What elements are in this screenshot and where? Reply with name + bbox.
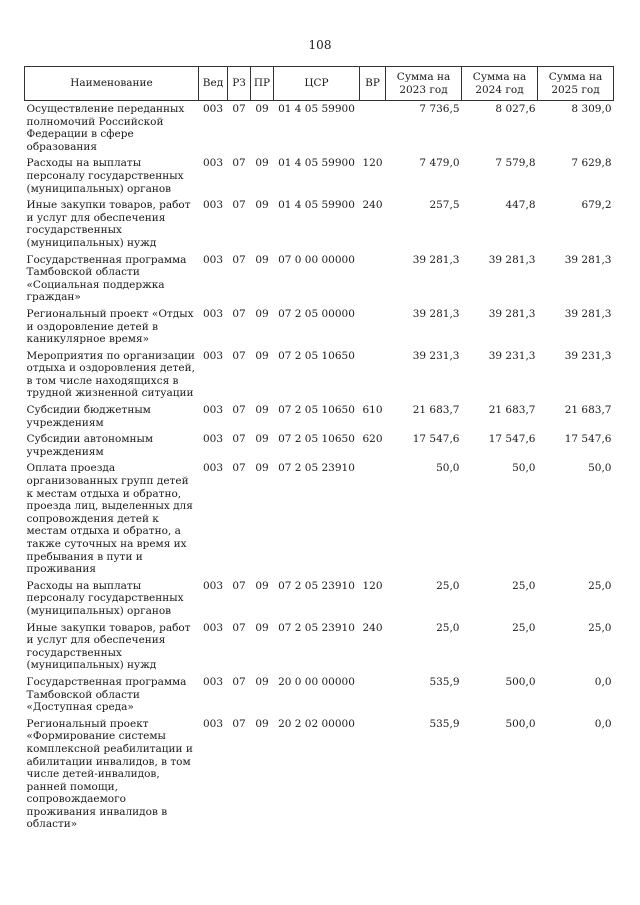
- cell-ved: 003: [202, 675, 224, 688]
- cell-vr: 610: [362, 404, 383, 417]
- cell-csr: 01 4 05 59900: [278, 157, 355, 170]
- cell-sum-2024: 500,0: [505, 717, 536, 730]
- cell-sum-2025: 0,0: [594, 675, 612, 688]
- cell-sum-2023: 7 736,5: [419, 103, 460, 115]
- cell-name: Субсидии бюджетным учреждениям: [26, 404, 151, 429]
- cell-name: Региональный проект «Отдых и оздоровление детей в каникулярное время»: [26, 307, 194, 346]
- table-row: [25, 716, 614, 833]
- table-header-row: [25, 67, 614, 101]
- cell-sum-2024: 17 547,6: [488, 433, 536, 446]
- cell-pr: 09: [255, 199, 269, 212]
- cell-vr: 120: [362, 579, 383, 592]
- cell-csr: 01 4 05 59900: [278, 103, 355, 115]
- header-sum-2023: Сумма на 2023 год: [386, 67, 462, 101]
- cell-sum-2025: 50,0: [588, 462, 612, 475]
- table-row: [25, 402, 614, 431]
- header-pr: ПР: [251, 67, 274, 101]
- cell-ved: 003: [202, 621, 224, 634]
- cell-sum-2024: 39 281,3: [488, 253, 536, 266]
- cell-ved: 003: [202, 103, 224, 115]
- cell-rz: 07: [232, 307, 246, 320]
- cell-sum-2023: 17 547,6: [412, 433, 460, 446]
- cell-rz: 07: [232, 717, 246, 730]
- cell-sum-2024: 21 683,7: [488, 404, 536, 417]
- cell-vr: [360, 101, 386, 156]
- cell-name: Мероприятия по организации отдыха и оздоровления детей, в том числе находящихся в трудной жизненной ситуации: [26, 349, 195, 400]
- cell-vr: [360, 252, 386, 306]
- cell-pr: 09: [255, 433, 269, 446]
- cell-sum-2024: 25,0: [512, 579, 536, 592]
- cell-ved: 003: [202, 462, 224, 475]
- header-csr: ЦСР: [274, 67, 360, 101]
- cell-sum-2025: 679,2: [581, 199, 612, 212]
- cell-pr: 09: [255, 717, 269, 730]
- cell-csr: 07 2 05 10650: [278, 433, 355, 446]
- cell-sum-2023: 39 231,3: [412, 349, 460, 362]
- cell-sum-2024: 25,0: [512, 621, 536, 634]
- page-number: 108: [308, 38, 332, 52]
- cell-sum-2024: 39 281,3: [488, 307, 536, 320]
- cell-sum-2023: 25,0: [436, 621, 460, 634]
- cell-sum-2024: 39 231,3: [488, 349, 536, 362]
- cell-pr: 09: [255, 621, 269, 634]
- cell-name: Расходы на выплаты персоналу государственных (муниципальных) органов: [26, 157, 184, 195]
- cell-csr: 07 2 05 23910: [278, 462, 355, 475]
- cell-ved: 003: [202, 157, 224, 170]
- cell-ved: 003: [202, 199, 224, 212]
- cell-sum-2024: 500,0: [505, 675, 536, 688]
- cell-vr: [360, 716, 386, 833]
- budget-table: [24, 66, 614, 833]
- cell-pr: 09: [255, 103, 269, 115]
- cell-name: Субсидии автономным учреждениям: [26, 433, 154, 458]
- table-row: [25, 431, 614, 460]
- cell-csr: 07 2 05 10650: [278, 404, 355, 417]
- cell-vr: [360, 306, 386, 348]
- cell-vr: [360, 460, 386, 577]
- cell-ved: 003: [202, 307, 224, 320]
- cell-sum-2025: 39 231,3: [564, 349, 612, 362]
- cell-sum-2023: 39 281,3: [412, 307, 460, 320]
- cell-rz: 07: [232, 253, 246, 266]
- cell-csr: 07 2 05 23910: [278, 579, 355, 592]
- cell-sum-2025: 25,0: [588, 579, 612, 592]
- cell-pr: 09: [255, 675, 269, 688]
- table-row: [25, 348, 614, 402]
- cell-sum-2025: 25,0: [588, 621, 612, 634]
- table-row: [25, 197, 614, 251]
- table-body: [25, 101, 614, 834]
- cell-ved: 003: [202, 253, 224, 266]
- cell-name: Региональный проект «Формирование системы комплексной реабилитации и абилитации инвалидов, в том числе детей-инвалидов, ранней помощи, сопровождаемого проживания инвалидов в области»: [26, 717, 193, 831]
- cell-sum-2024: 7 579,8: [495, 157, 536, 170]
- table-row: [25, 460, 614, 577]
- cell-sum-2025: 39 281,3: [564, 307, 612, 320]
- cell-csr: 07 2 05 23910: [278, 621, 355, 634]
- cell-ved: 003: [202, 579, 224, 592]
- cell-csr: 20 2 02 00000: [278, 717, 355, 730]
- cell-vr: 120: [362, 157, 383, 170]
- cell-csr: 01 4 05 59900: [278, 199, 355, 212]
- header-vr: ВР: [360, 67, 386, 101]
- table-row: [25, 306, 614, 348]
- cell-rz: 07: [232, 462, 246, 475]
- cell-csr: 07 2 05 10650: [278, 349, 355, 362]
- cell-csr: 07 2 05 00000: [278, 307, 355, 320]
- cell-rz: 07: [232, 579, 246, 592]
- cell-sum-2024: 447,8: [505, 199, 536, 212]
- table-row: [25, 620, 614, 674]
- table-row: [25, 252, 614, 306]
- header-name: Наименование: [25, 67, 199, 101]
- cell-vr: 240: [362, 621, 383, 634]
- cell-name: Государственная программа Тамбовской области «Доступная среда»: [26, 675, 187, 714]
- table-row: [25, 674, 614, 716]
- cell-sum-2025: 17 547,6: [564, 433, 612, 446]
- cell-pr: 09: [255, 253, 269, 266]
- cell-sum-2023: 535,9: [429, 717, 460, 730]
- table-row: [25, 578, 614, 620]
- cell-sum-2025: 7 629,8: [571, 157, 612, 170]
- cell-name: Осуществление переданных полномочий Российской Федерации в сфере образования: [26, 103, 185, 153]
- cell-pr: 09: [255, 462, 269, 475]
- cell-pr: 09: [255, 404, 269, 417]
- cell-pr: 09: [255, 349, 269, 362]
- cell-sum-2023: 257,5: [429, 199, 460, 212]
- cell-name: Иные закупки товаров, работ и услуг для обеспечения государственных (муниципальных) нужд: [26, 199, 191, 249]
- table-row: [25, 101, 614, 156]
- cell-sum-2024: 8 027,6: [495, 103, 536, 115]
- cell-sum-2023: 535,9: [429, 675, 460, 688]
- cell-name: Расходы на выплаты персоналу государственных (муниципальных) органов: [26, 579, 184, 617]
- cell-sum-2023: 21 683,7: [412, 404, 460, 417]
- cell-ved: 003: [202, 717, 224, 730]
- cell-name: Оплата проезда организованных групп детей к местам отдыха и обратно, проезда лиц, выделенных для сопровождения детей к местам отдыха и обратно, а также суточных на время их пребывания в пути и проживания: [26, 462, 193, 576]
- cell-sum-2025: 21 683,7: [564, 404, 612, 417]
- header-ved: Вед: [199, 67, 228, 101]
- header-sum-2024: Сумма на 2024 год: [462, 67, 538, 101]
- cell-sum-2023: 50,0: [436, 462, 460, 475]
- cell-pr: 09: [255, 307, 269, 320]
- cell-name: Государственная программа Тамбовской области «Социальная поддержка граждан»: [26, 253, 187, 304]
- cell-rz: 07: [232, 621, 246, 634]
- cell-rz: 07: [232, 157, 246, 170]
- cell-ved: 003: [202, 433, 224, 446]
- cell-rz: 07: [232, 199, 246, 212]
- cell-vr: [360, 348, 386, 402]
- cell-sum-2023: 39 281,3: [412, 253, 460, 266]
- cell-vr: 240: [362, 199, 383, 212]
- cell-vr: [360, 674, 386, 716]
- cell-ved: 003: [202, 349, 224, 362]
- header-rz: РЗ: [228, 67, 251, 101]
- cell-sum-2024: 50,0: [512, 462, 536, 475]
- cell-rz: 07: [232, 103, 246, 115]
- cell-rz: 07: [232, 433, 246, 446]
- cell-pr: 09: [255, 157, 269, 170]
- cell-sum-2025: 8 309,0: [571, 103, 612, 115]
- cell-csr: 07 0 00 00000: [278, 253, 355, 266]
- cell-ved: 003: [202, 404, 224, 417]
- cell-rz: 07: [232, 349, 246, 362]
- cell-rz: 07: [232, 404, 246, 417]
- cell-vr: 620: [362, 433, 383, 446]
- cell-name: Иные закупки товаров, работ и услуг для обеспечения государственных (муниципальных) нужд: [26, 621, 191, 672]
- cell-sum-2025: 0,0: [594, 717, 612, 730]
- cell-csr: 20 0 00 00000: [278, 675, 355, 688]
- cell-sum-2023: 7 479,0: [419, 157, 460, 170]
- cell-rz: 07: [232, 675, 246, 688]
- table-row: [25, 155, 614, 197]
- cell-sum-2023: 25,0: [436, 579, 460, 592]
- cell-sum-2025: 39 281,3: [564, 253, 612, 266]
- header-sum-2025: Сумма на 2025 год: [538, 67, 614, 101]
- cell-pr: 09: [255, 579, 269, 592]
